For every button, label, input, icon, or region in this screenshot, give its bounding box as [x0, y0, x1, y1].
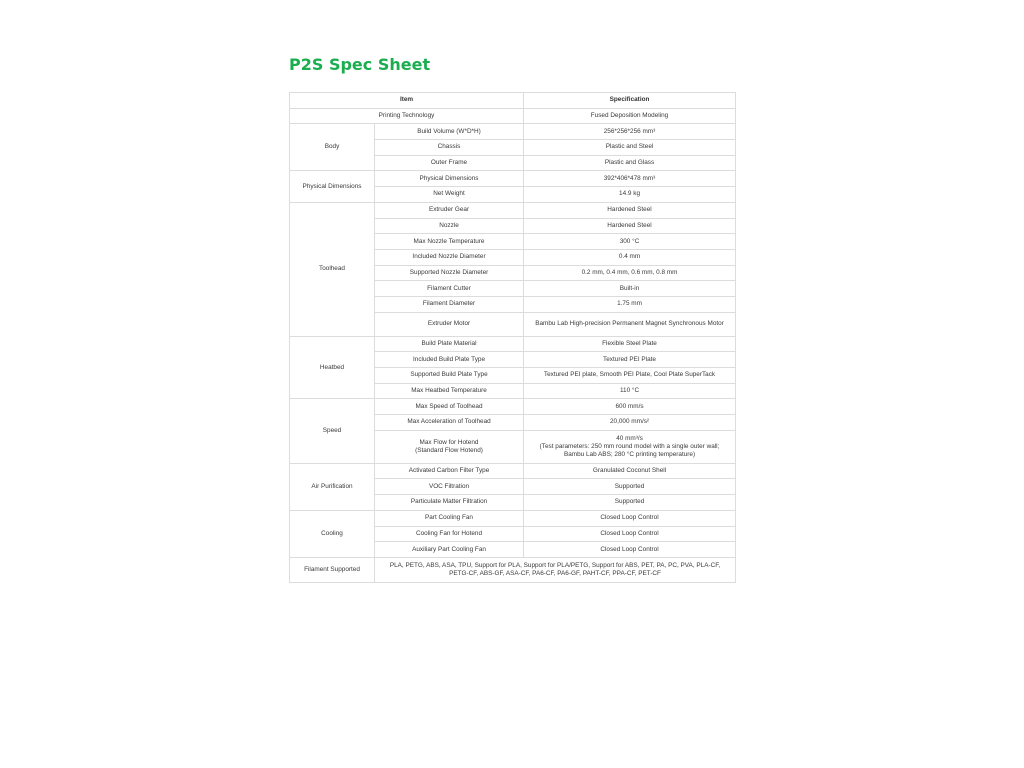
row-value: Hardened Steel	[524, 202, 736, 218]
row-item: Supported Nozzle Diameter	[375, 265, 524, 281]
row-value: Bambu Lab High-precision Permanent Magnet Synchronous Motor	[524, 312, 736, 336]
row-value: 1.75 mm	[524, 296, 736, 312]
row-value: 0.2 mm, 0.4 mm, 0.6 mm, 0.8 mm	[524, 265, 736, 281]
row-item: Build Plate Material	[375, 336, 524, 352]
row-item: Filament Diameter	[375, 296, 524, 312]
page-title: P2S Spec Sheet	[289, 55, 431, 74]
table-row	[290, 399, 736, 415]
spec-table	[289, 92, 736, 583]
table-row	[290, 557, 736, 582]
row-value: Supported	[524, 479, 736, 495]
row-value: Plastic and Steel	[524, 140, 736, 156]
row-value: 300 °C	[524, 234, 736, 250]
group-label-filament-supported: Filament Supported	[290, 557, 375, 582]
row-value: Built-in	[524, 281, 736, 297]
row-value: Closed Loop Control	[524, 542, 736, 558]
row-item: Outer Frame	[375, 155, 524, 171]
row-item: Max Nozzle Temperature	[375, 234, 524, 250]
row-item: Build Volume (W*D*H)	[375, 124, 524, 140]
row-value: 0.4 mm	[524, 249, 736, 265]
table-row	[290, 510, 736, 526]
row-value: Textured PEI Plate	[524, 352, 736, 368]
row-value: Textured PEI plate, Smooth PEI Plate, Cool Plate SuperTack	[524, 368, 736, 384]
row-item: Filament Cutter	[375, 281, 524, 297]
row-value: Granulated Coconut Shell	[524, 463, 736, 479]
group-label-body: Body	[290, 124, 375, 171]
row-item: Supported Build Plate Type	[375, 368, 524, 384]
row-value	[375, 557, 736, 582]
spec-sheet	[289, 55, 735, 583]
row-value: Closed Loop Control	[524, 510, 736, 526]
group-label-heatbed: Heatbed	[290, 336, 375, 399]
row-item: Extruder Motor	[375, 312, 524, 336]
row-item: Particulate Matter Filtration	[375, 495, 524, 511]
row-item: Included Build Plate Type	[375, 352, 524, 368]
row-value: 110 °C	[524, 383, 736, 399]
row-item-line: Max Flow for Hotend	[419, 438, 479, 446]
group-label-cooling: Cooling	[290, 510, 375, 557]
row-item: VOC Filtration	[375, 479, 524, 495]
table-row	[290, 202, 736, 218]
row-item: Max Acceleration of Toolhead	[375, 415, 524, 431]
row-item: Printing Technology	[290, 108, 524, 124]
row-item: Auxiliary Part Cooling Fan	[375, 542, 524, 558]
row-item: Nozzle	[375, 218, 524, 234]
row-value: 600 mm/s	[524, 399, 736, 415]
row-item: Net Weight	[375, 187, 524, 203]
row-value: 392*406*478 mm³	[524, 171, 736, 187]
group-label-physical-dimensions: Physical Dimensions	[290, 171, 375, 202]
row-item: Included Nozzle Diameter	[375, 249, 524, 265]
table-row	[290, 108, 736, 124]
group-label-air-purification: Air Purification	[290, 463, 375, 510]
row-item: Activated Carbon Filter Type	[375, 463, 524, 479]
row-value-line: PLA, PETG, ABS, ASA, TPU, Support for PLA, Support for PLA/PETG, Support for ABS, PET, PA, PC, PVA, PLA-CF,	[389, 561, 721, 569]
table-row	[290, 463, 736, 479]
row-value-line: PETG-CF, ABS-GF, ASA-CF, PA6-CF, PA6-GF, PAHT-CF, PPA-CF, PET-CF	[449, 569, 661, 577]
row-value: Hardened Steel	[524, 218, 736, 234]
row-item: Extruder Gear	[375, 202, 524, 218]
group-label-toolhead: Toolhead	[290, 202, 375, 336]
row-item-line: (Standard Flow Hotend)	[415, 446, 483, 454]
table-header-row	[290, 93, 736, 109]
row-value: Supported	[524, 495, 736, 511]
row-value	[524, 430, 736, 463]
table-row	[290, 124, 736, 140]
row-item: Max Heatbed Temperature	[375, 383, 524, 399]
row-item: Physical Dimensions	[375, 171, 524, 187]
row-item: Max Speed of Toolhead	[375, 399, 524, 415]
row-value-line: Bambu Lab ABS; 280 °C printing temperature)	[563, 450, 696, 458]
row-value: Fused Deposition Modeling	[524, 108, 736, 124]
row-item: Chassis	[375, 140, 524, 156]
header-item: Item	[290, 93, 524, 109]
row-value: Closed Loop Control	[524, 526, 736, 542]
header-specification: Specification	[524, 93, 736, 109]
row-value-line: 40 mm³/s	[616, 434, 643, 442]
row-item	[375, 430, 524, 463]
row-value-line: (Test parameters: 250 mm round model with a single outer wall;	[539, 442, 720, 450]
row-value: 14.9 kg	[524, 187, 736, 203]
group-label-speed: Speed	[290, 399, 375, 463]
table-row	[290, 336, 736, 352]
row-value: 256*256*256 mm³	[524, 124, 736, 140]
row-value: Flexible Steel Plate	[524, 336, 736, 352]
row-value: Plastic and Glass	[524, 155, 736, 171]
table-row	[290, 171, 736, 187]
row-item: Cooling Fan for Hotend	[375, 526, 524, 542]
row-value: 20,000 mm/s²	[524, 415, 736, 431]
row-item: Part Cooling Fan	[375, 510, 524, 526]
